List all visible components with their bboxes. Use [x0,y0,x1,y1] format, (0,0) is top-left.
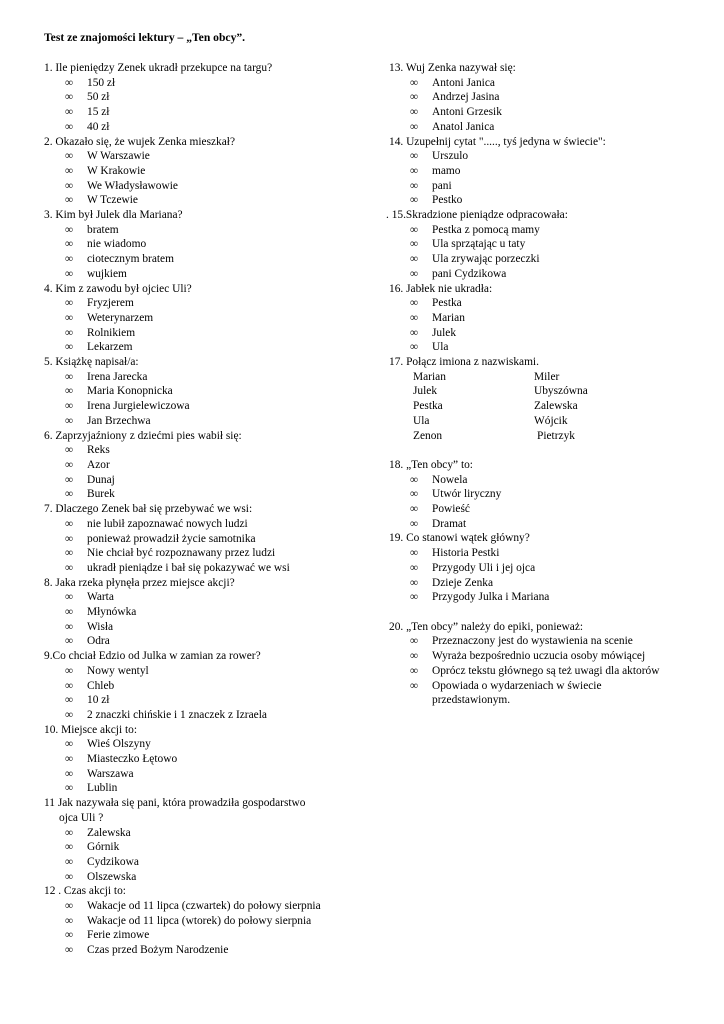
option-label: 150 zł [87,76,116,89]
answer-option[interactable] [44,634,379,649]
infinity-bullet-icon: ∞ [65,341,74,354]
answer-option[interactable] [44,414,379,429]
answer-option[interactable] [44,693,379,708]
answer-option[interactable] [44,370,379,385]
option-label: Rolnikiem [87,326,136,339]
infinity-bullet-icon: ∞ [65,855,74,868]
infinity-bullet-icon: ∞ [65,414,74,427]
answer-option[interactable] [389,179,714,194]
option-label: Dramat [432,517,467,530]
infinity-bullet-icon: ∞ [410,76,419,89]
infinity-bullet-icon: ∞ [65,782,74,795]
answer-option[interactable] [44,767,379,782]
option-label: Fryzjerem [87,297,134,310]
option-label: Miasteczko Łętowo [87,753,178,766]
infinity-bullet-icon: ∞ [410,194,419,207]
infinity-bullet-icon: ∞ [65,106,74,119]
option-label: Nowela [432,473,468,486]
answer-option[interactable] [389,223,714,238]
first-name[interactable]: Marian [413,370,446,383]
infinity-bullet-icon: ∞ [65,385,74,398]
infinity-bullet-icon: ∞ [65,708,74,721]
answer-option[interactable] [44,384,379,399]
infinity-bullet-icon: ∞ [65,914,74,927]
option-label: W Tczewie [87,194,138,207]
option-label: Nie chciał być rozpoznawany przez ludzi [87,547,276,560]
question-7 [44,502,379,576]
option-label: Powieść [432,503,470,516]
answer-option[interactable] [44,928,379,943]
answer-option[interactable] [44,296,379,311]
option-label: Przeznaczony jest do wystawienia na scenie [432,635,633,648]
infinity-bullet-icon: ∞ [65,150,74,163]
answer-option[interactable] [389,149,714,164]
question-10 [44,723,379,797]
option-label: Ula sprzątając u taty [432,238,526,251]
answer-option[interactable] [44,76,379,91]
option-label: Ferie zimowe [87,929,150,942]
option-label: Przygody Uli i jej ojca [432,561,536,574]
test-title: Test ze znajomości lektury – „Ten obcy”. [44,31,246,44]
infinity-bullet-icon: ∞ [410,326,419,339]
infinity-bullet-icon: ∞ [410,179,419,192]
infinity-bullet-icon: ∞ [65,91,74,104]
infinity-bullet-icon: ∞ [410,297,419,310]
infinity-bullet-icon: ∞ [410,488,419,501]
infinity-bullet-icon: ∞ [410,223,419,236]
matching-row [413,399,714,414]
question-text: 14. Uzupełnij cytat "....., tyś jedyna w świecie": [389,135,606,148]
answer-option[interactable] [44,664,379,679]
infinity-bullet-icon: ∞ [410,591,419,604]
matching-row [413,370,714,385]
answer-option[interactable] [44,164,379,179]
answer-option[interactable] [44,561,379,576]
question-text: 2. Okazało się, że wujek Zenka mieszkał? [44,135,236,148]
option-label: Urszulo [432,150,469,163]
option-label: Czas przed Bożym Narodzenie [87,944,229,957]
left-column [44,61,379,958]
option-label: pani Cydzikowa [432,267,507,280]
answer-option[interactable] [44,943,379,958]
option-label: Wakacje od 11 lipca (wtorek) do połowy sierpnia [87,914,312,927]
option-label: Warszawa [87,767,134,780]
infinity-bullet-icon: ∞ [65,370,74,383]
question-text: 19. Co stanowi wątek główny? [389,532,530,545]
option-label: 10 zł [87,694,110,707]
option-label: Historia Pestki [432,547,500,560]
answer-option[interactable] [44,855,379,870]
surname[interactable]: Wójcik [534,414,568,427]
matching-row [413,429,714,444]
question-text: 6. Zaprzyjaźniony z dziećmi pies wabił się: [44,429,242,442]
option-label: Andrzej Jasina [432,91,500,104]
infinity-bullet-icon: ∞ [65,311,74,324]
answer-option[interactable] [389,120,714,135]
answer-option[interactable] [44,179,379,194]
infinity-bullet-icon: ∞ [65,267,74,280]
option-label: ponieważ prowadził życie samotnika [87,532,256,545]
infinity-bullet-icon: ∞ [65,679,74,692]
option-label: Pestko [432,194,463,207]
infinity-bullet-icon: ∞ [410,341,419,354]
answer-option[interactable] [44,193,379,208]
question-17 [389,355,714,443]
question-text: 18. „Ten obcy” to: [389,458,473,471]
answer-option[interactable] [389,237,714,252]
answer-option[interactable] [44,399,379,414]
question-9 [44,649,379,723]
answer-option[interactable] [44,532,379,547]
infinity-bullet-icon: ∞ [65,944,74,957]
question-8 [44,576,379,650]
answer-option[interactable] [44,473,379,488]
answer-option[interactable] [44,546,379,561]
option-label: Pestka [432,297,462,310]
question-11 [44,796,379,884]
infinity-bullet-icon: ∞ [65,488,74,501]
option-label: Oprócz tekstu głównego są też uwagi dla aktorów [432,664,660,677]
answer-option[interactable] [389,105,714,120]
option-label: Weterynarzem [87,311,154,324]
option-label: ciotecznym bratem [87,253,174,266]
option-label: Ula zrywając porzeczki [432,253,540,266]
answer-option[interactable] [389,193,714,208]
infinity-bullet-icon: ∞ [65,561,74,574]
option-label: Zalewska [87,826,131,839]
answer-option[interactable] [389,296,714,311]
option-label: Lublin [87,782,118,795]
infinity-bullet-icon: ∞ [410,311,419,324]
question-text: 16. Jabłek nie ukradła: [389,282,493,295]
matching-row [413,384,714,399]
infinity-bullet-icon: ∞ [410,164,419,177]
infinity-bullet-icon: ∞ [65,606,74,619]
option-label: Dunaj [87,473,115,486]
option-label: Odra [87,635,110,648]
infinity-bullet-icon: ∞ [65,179,74,192]
infinity-bullet-icon: ∞ [410,679,419,692]
answer-option[interactable] [44,679,379,694]
option-label: Pestka z pomocą mamy [432,223,540,236]
question-13 [389,61,714,135]
infinity-bullet-icon: ∞ [65,400,74,413]
option-label: pani [432,179,452,192]
question-1 [44,61,379,135]
infinity-bullet-icon: ∞ [410,238,419,251]
answer-option[interactable] [389,311,714,326]
infinity-bullet-icon: ∞ [65,694,74,707]
option-label: Reks [87,444,110,457]
option-label: Wieś Olszyny [87,738,151,751]
answer-option[interactable] [389,487,714,502]
answer-option[interactable] [44,326,379,341]
infinity-bullet-icon: ∞ [65,238,74,251]
answer-option[interactable] [389,634,714,649]
answer-option[interactable] [389,679,657,708]
answer-option[interactable] [44,752,379,767]
option-label: Nowy wentyl [87,664,149,677]
answer-option[interactable] [389,326,714,341]
question-5 [44,355,379,429]
option-label: nie wiadomo [87,238,147,251]
option-label: We Władysławowie [87,179,178,192]
option-label: nie lubił zapoznawać nowych ludzi [87,517,248,530]
infinity-bullet-icon: ∞ [65,194,74,207]
question-18 [389,458,714,532]
infinity-bullet-icon: ∞ [410,120,419,133]
infinity-bullet-icon: ∞ [65,326,74,339]
infinity-bullet-icon: ∞ [410,561,419,574]
matching-table [389,370,714,444]
option-label: Anatol Janica [432,120,495,133]
answer-option[interactable] [44,899,379,914]
infinity-bullet-icon: ∞ [410,650,419,663]
option-label: Lekarzem [87,341,133,354]
option-label: Młynówka [87,606,137,619]
infinity-bullet-icon: ∞ [410,150,419,163]
surname[interactable]: Zalewska [534,400,578,413]
infinity-bullet-icon: ∞ [65,767,74,780]
option-label: Utwór liryczny [432,488,502,501]
question-text: 17. Połącz imiona z nazwiskami. [389,356,539,369]
question-text: 12 . Czas akcji to: [44,885,126,898]
question-text: 5. Książkę napisał/a: [44,356,139,369]
answer-option[interactable] [389,340,714,355]
infinity-bullet-icon: ∞ [65,929,74,942]
answer-option[interactable] [389,590,714,605]
infinity-bullet-icon: ∞ [410,253,419,266]
infinity-bullet-icon: ∞ [410,517,419,530]
option-label: bratem [87,223,119,236]
answer-option[interactable] [44,590,379,605]
option-label: mamo [432,164,461,177]
option-label: Górnik [87,841,120,854]
option-label: Wakacje od 11 lipca (czwartek) do połowy sierpnia [87,900,321,913]
option-label: 2 znaczki chińskie i 1 znaczek z Izraela [87,708,267,721]
infinity-bullet-icon: ∞ [410,547,419,560]
infinity-bullet-icon: ∞ [65,76,74,89]
answer-option[interactable] [44,120,379,135]
answer-option[interactable] [44,914,379,929]
answer-option[interactable] [44,105,379,120]
question-16 [389,282,714,356]
question-20 [389,620,714,708]
answer-option[interactable] [389,90,714,105]
infinity-bullet-icon: ∞ [65,635,74,648]
answer-option[interactable] [44,487,379,502]
infinity-bullet-icon: ∞ [65,120,74,133]
answer-option[interactable] [44,458,379,473]
option-label: wujkiem [87,267,127,280]
answer-option[interactable] [44,149,379,164]
option-label: Antoni Grzesik [432,106,502,119]
infinity-bullet-icon: ∞ [65,841,74,854]
answer-option[interactable] [44,311,379,326]
answer-option[interactable] [44,443,379,458]
question-text: . 15.Skradzione pieniądze odpracowała: [386,209,568,222]
answer-option[interactable] [389,76,714,91]
infinity-bullet-icon: ∞ [410,576,419,589]
answer-option[interactable] [44,708,379,723]
right-column [386,61,714,708]
infinity-bullet-icon: ∞ [65,223,74,236]
answer-option[interactable] [44,737,379,752]
infinity-bullet-icon: ∞ [65,547,74,560]
question-text: 11 Jak nazywała się pani, która prowadziła gospodarstwo [44,797,306,810]
infinity-bullet-icon: ∞ [410,664,419,677]
answer-option[interactable] [44,620,379,635]
option-label: Wisła [87,620,114,633]
question-19 [389,531,714,605]
question-2 [44,135,379,209]
option-label: W Krakowie [87,164,146,177]
answer-option[interactable] [389,649,714,664]
surname[interactable]: Ubyszówna [534,385,588,398]
option-label: Jan Brzechwa [87,414,151,427]
question-3 [44,208,379,282]
question-15 [386,208,714,282]
infinity-bullet-icon: ∞ [65,591,74,604]
question-text: 1. Ile pieniędzy Zenek ukradł przekupce na targu? [44,62,273,74]
answer-option[interactable] [44,870,379,885]
answer-option[interactable] [44,517,379,532]
question-text: 7. Dlaczego Zenek bał się przebywać we wsi: [44,503,253,516]
infinity-bullet-icon: ∞ [65,870,74,883]
question-text-continued: ojca Uli ? [59,811,104,824]
option-label: Burek [87,488,115,501]
infinity-bullet-icon: ∞ [65,253,74,266]
option-label: ukradł pieniądze i bał się pokazywać we wsi [87,561,290,574]
answer-option[interactable] [389,473,714,488]
option-label: Opowiada o wydarzeniach w świecie przedstawionym. [432,679,602,707]
answer-option[interactable] [44,267,379,282]
option-label: Chleb [87,679,115,692]
question-6 [44,429,379,503]
infinity-bullet-icon: ∞ [65,473,74,486]
surname[interactable]: Pietrzyk [537,429,575,442]
answer-option[interactable] [44,826,379,841]
answer-option[interactable] [389,252,714,267]
option-label: Warta [87,591,114,604]
option-label: Maria Konopnicka [87,385,173,398]
infinity-bullet-icon: ∞ [410,503,419,516]
option-label: Antoni Janica [432,76,495,89]
answer-option[interactable] [44,840,379,855]
option-label: Dzieje Zenka [432,576,494,589]
answer-option[interactable] [44,340,379,355]
answer-option[interactable] [44,90,379,105]
matching-row [413,414,714,429]
answer-option[interactable] [389,267,714,282]
infinity-bullet-icon: ∞ [65,532,74,545]
infinity-bullet-icon: ∞ [410,267,419,280]
answer-option[interactable] [389,561,714,576]
option-label: Olszewska [87,870,137,883]
infinity-bullet-icon: ∞ [65,826,74,839]
answer-option[interactable] [389,546,714,561]
question-text: 10. Miejsce akcji to: [44,723,137,736]
infinity-bullet-icon: ∞ [65,444,74,457]
option-label: 50 zł [87,91,110,104]
infinity-bullet-icon: ∞ [65,458,74,471]
first-name[interactable]: Julek [413,385,438,398]
surname[interactable]: Miler [534,370,560,383]
spacer [389,443,714,458]
question-text: 4. Kim z zawodu był ojciec Uli? [44,282,192,295]
answer-option[interactable] [389,517,714,532]
first-name[interactable]: Ula [413,414,430,427]
option-label: Julek [432,326,457,339]
infinity-bullet-icon: ∞ [65,164,74,177]
option-label: Przygody Julka i Mariana [432,591,550,604]
option-label: Irena Jurgielewiczowa [87,400,190,413]
option-label: Wyraża bezpośrednio uczucia osoby mówiącej [432,650,646,663]
infinity-bullet-icon: ∞ [410,635,419,648]
option-label: W Warszawie [87,150,150,163]
answer-option[interactable] [44,781,379,796]
question-text: 3. Kim był Julek dla Mariana? [44,209,183,222]
option-label: 15 zł [87,106,110,119]
answer-option[interactable] [389,164,714,179]
spacer [389,605,714,620]
question-text: 13. Wuj Zenka nazywał się: [389,62,516,74]
question-text: 8. Jaka rzeka płynęła przez miejsce akcji? [44,576,235,589]
infinity-bullet-icon: ∞ [65,753,74,766]
option-label: Irena Jarecka [87,370,148,383]
first-name[interactable]: Pestka [413,400,443,413]
answer-option[interactable] [44,252,379,267]
infinity-bullet-icon: ∞ [410,473,419,486]
option-label: Ula [432,341,449,354]
question-12 [44,884,379,958]
answer-option[interactable] [44,237,379,252]
option-label: Marian [432,311,465,324]
question-text: 20. „Ten obcy” należy do epiki, ponieważ: [389,620,584,633]
infinity-bullet-icon: ∞ [410,91,419,104]
infinity-bullet-icon: ∞ [65,620,74,633]
first-name[interactable]: Zenon [413,429,443,442]
infinity-bullet-icon: ∞ [65,517,74,530]
option-label: 40 zł [87,120,110,133]
question-14 [389,135,714,209]
option-label: Azor [87,458,110,471]
question-4 [44,282,379,356]
option-label: Cydzikowa [87,855,139,868]
infinity-bullet-icon: ∞ [65,664,74,677]
answer-option[interactable] [389,664,714,679]
answer-option[interactable] [44,605,379,620]
answer-option[interactable] [389,502,714,517]
infinity-bullet-icon: ∞ [65,297,74,310]
infinity-bullet-icon: ∞ [65,900,74,913]
answer-option[interactable] [44,223,379,238]
question-text: 9.Co chciał Edzio od Julka w zamian za rower? [44,650,261,663]
infinity-bullet-icon: ∞ [410,106,419,119]
answer-option[interactable] [389,576,714,591]
infinity-bullet-icon: ∞ [65,738,74,751]
